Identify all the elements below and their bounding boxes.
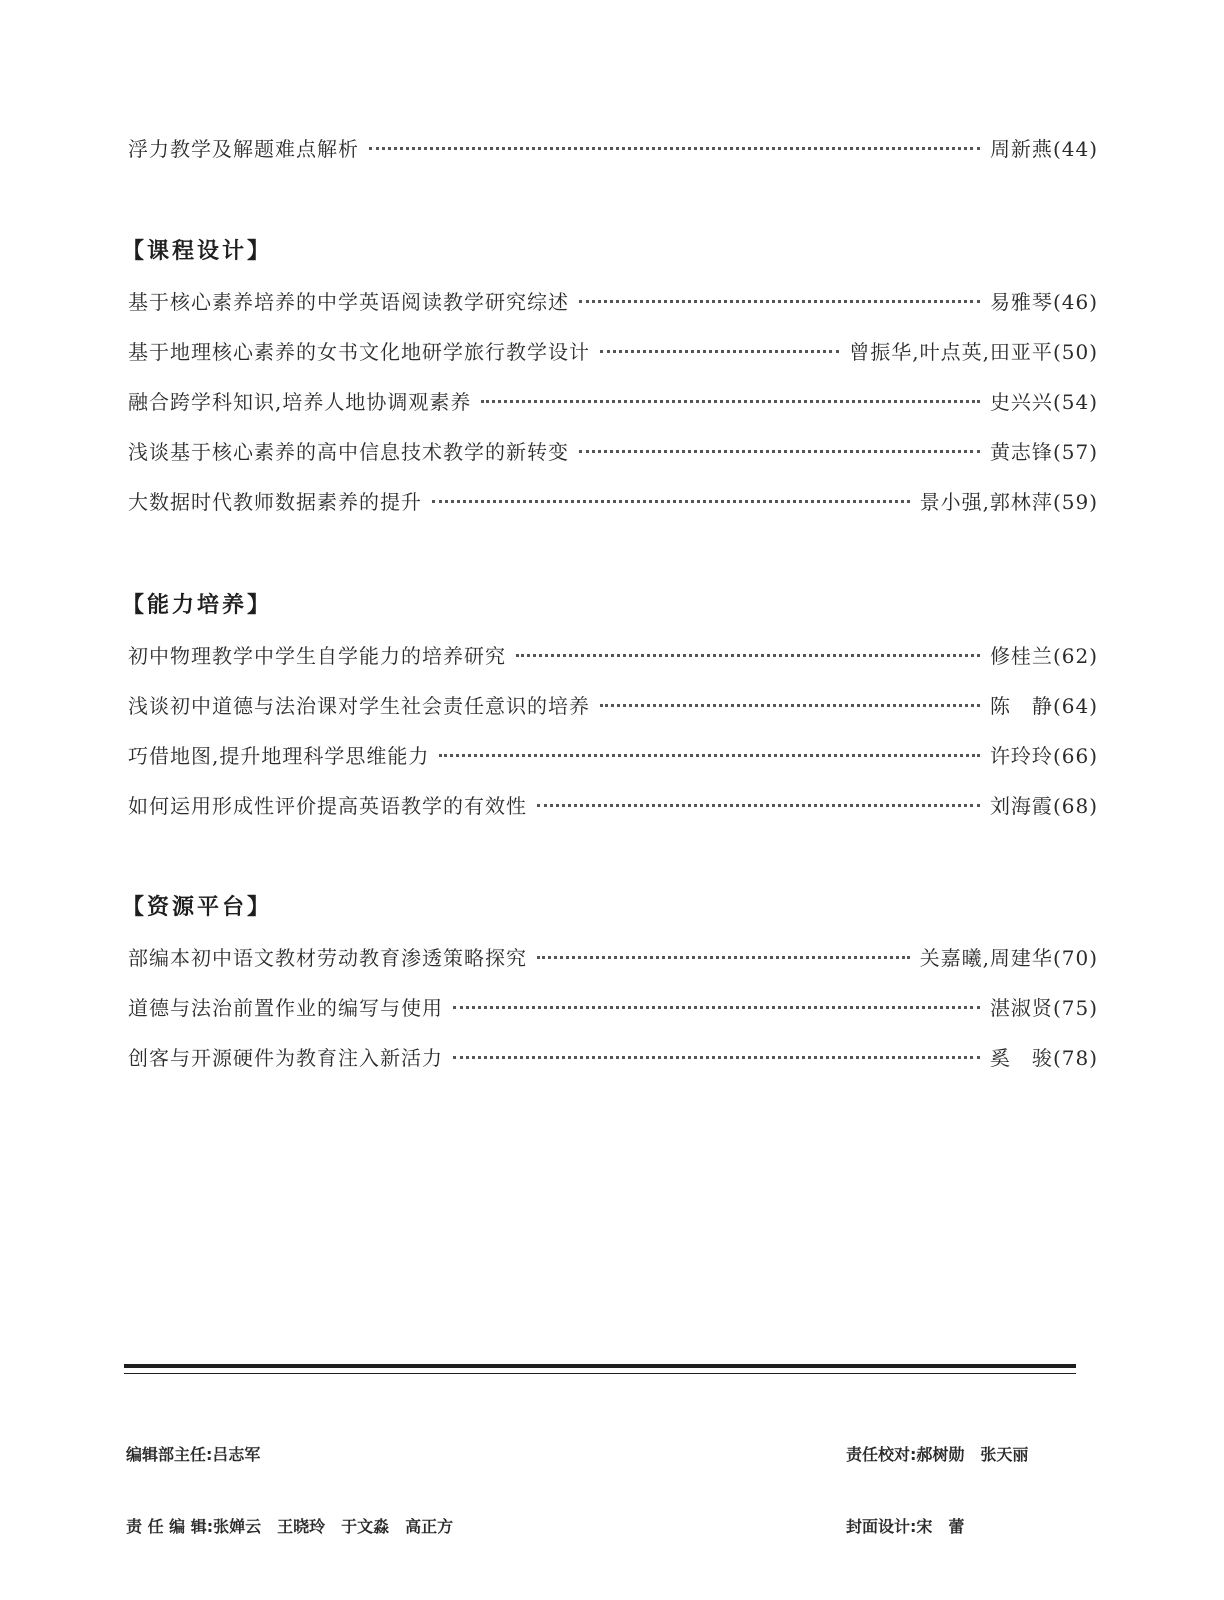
section-resource-platform <box>122 890 1098 1092</box>
entry-page: (78) <box>1052 1046 1098 1070</box>
toc-entry <box>128 790 1098 824</box>
entry-title: 如何运用形成性评价提高英语教学的有效性 <box>128 794 527 818</box>
entry-title: 浅谈初中道德与法治课对学生社会责任意识的培养 <box>128 694 590 718</box>
credit-proofreaders: 责任校对:郝树勋 张天丽 <box>846 1445 1029 1464</box>
entry-author: 周新燕 <box>989 137 1053 161</box>
entry-author: 史兴兴 <box>989 390 1053 414</box>
dot-leader <box>600 350 839 353</box>
toc-entry <box>128 640 1098 674</box>
credits-left <box>126 1404 453 1586</box>
credit-cover-design: 封面设计:宋 蕾 <box>846 1517 965 1536</box>
section-heading: 【能力培养】 <box>122 593 273 618</box>
entry-author: 易雅琴 <box>989 290 1053 314</box>
entry-author: 修桂兰 <box>989 644 1053 668</box>
entry-page: (64) <box>1052 694 1098 718</box>
entry-author: 刘海霞 <box>989 794 1053 818</box>
toc-entry <box>128 286 1098 320</box>
entry-title: 大数据时代教师数据素养的提升 <box>128 490 422 514</box>
footer-rule-thick <box>124 1364 1076 1368</box>
dot-leader <box>453 1006 980 1009</box>
dot-leader <box>432 500 910 503</box>
credit-editorial-director: 编辑部主任:吕志军 <box>126 1445 261 1464</box>
dot-leader <box>481 400 980 403</box>
toc-entry <box>128 436 1098 470</box>
section-heading: 【资源平台】 <box>122 895 273 920</box>
entry-title: 基于核心素养培养的中学英语阅读教学研究综述 <box>128 290 569 314</box>
credits-right <box>846 1404 1028 1586</box>
entry-page: (57) <box>1052 440 1098 464</box>
dot-leader <box>453 1056 980 1059</box>
toc-entry <box>128 386 1098 420</box>
entry-title: 道德与法治前置作业的编写与使用 <box>128 996 443 1020</box>
entry-title: 浅谈基于核心素养的高中信息技术教学的新转变 <box>128 440 569 464</box>
toc-entry <box>128 992 1098 1026</box>
section-course-design <box>122 234 1098 536</box>
credit-responsible-editors: 责 任 编 辑:张婵云 王晓玲 于文淼 高正方 <box>126 1517 454 1536</box>
footer-rule-thin <box>124 1373 1076 1374</box>
entry-page: (46) <box>1052 290 1098 314</box>
toc-entry <box>128 486 1098 520</box>
entry-page: (75) <box>1052 996 1098 1020</box>
toc-entry <box>128 133 1098 167</box>
dot-leader <box>600 704 980 707</box>
toc-intro <box>128 133 1098 183</box>
entry-page: (62) <box>1052 644 1098 668</box>
entry-page: (70) <box>1052 946 1098 970</box>
entry-title: 初中物理教学中学生自学能力的培养研究 <box>128 644 506 668</box>
entry-page: (59) <box>1052 490 1098 514</box>
entry-page: (66) <box>1052 744 1098 768</box>
toc-entry <box>128 942 1098 976</box>
entry-author: 景小强,郭林萍 <box>919 490 1053 514</box>
entry-author: 陈 静 <box>989 694 1053 718</box>
entry-page: (44) <box>1052 137 1098 161</box>
section-ability-training <box>122 588 1098 840</box>
entry-title: 巧借地图,提升地理科学思维能力 <box>128 744 430 768</box>
toc-entry <box>128 336 1098 370</box>
entry-author: 许玲玲 <box>989 744 1053 768</box>
entry-title: 融合跨学科知识,培养人地协调观素养 <box>128 390 472 414</box>
dot-leader <box>516 654 980 657</box>
dot-leader <box>537 804 980 807</box>
dot-leader <box>579 450 980 453</box>
dot-leader <box>537 956 910 959</box>
dot-leader <box>369 147 980 150</box>
toc-entry <box>128 1042 1098 1076</box>
entry-page: (50) <box>1052 340 1098 364</box>
entry-author: 黄志锋 <box>989 440 1053 464</box>
entry-author: 关嘉曦,周建华 <box>919 946 1053 970</box>
entry-title: 创客与开源硬件为教育注入新活力 <box>128 1046 443 1070</box>
entry-author: 奚 骏 <box>989 1046 1053 1070</box>
entry-title: 浮力教学及解题难点解析 <box>128 137 359 161</box>
toc-entry <box>128 740 1098 774</box>
entry-author: 湛淑贤 <box>989 996 1053 1020</box>
entry-author: 曾振华,叶点英,田亚平 <box>849 340 1053 364</box>
section-heading: 【课程设计】 <box>122 239 273 264</box>
toc-entry <box>128 690 1098 724</box>
dot-leader <box>439 754 980 757</box>
entry-title: 部编本初中语文教材劳动教育渗透策略探究 <box>128 946 527 970</box>
entry-page: (68) <box>1052 794 1098 818</box>
entry-title: 基于地理核心素养的女书文化地研学旅行教学设计 <box>128 340 590 364</box>
entry-page: (54) <box>1052 390 1098 414</box>
dot-leader <box>579 300 980 303</box>
